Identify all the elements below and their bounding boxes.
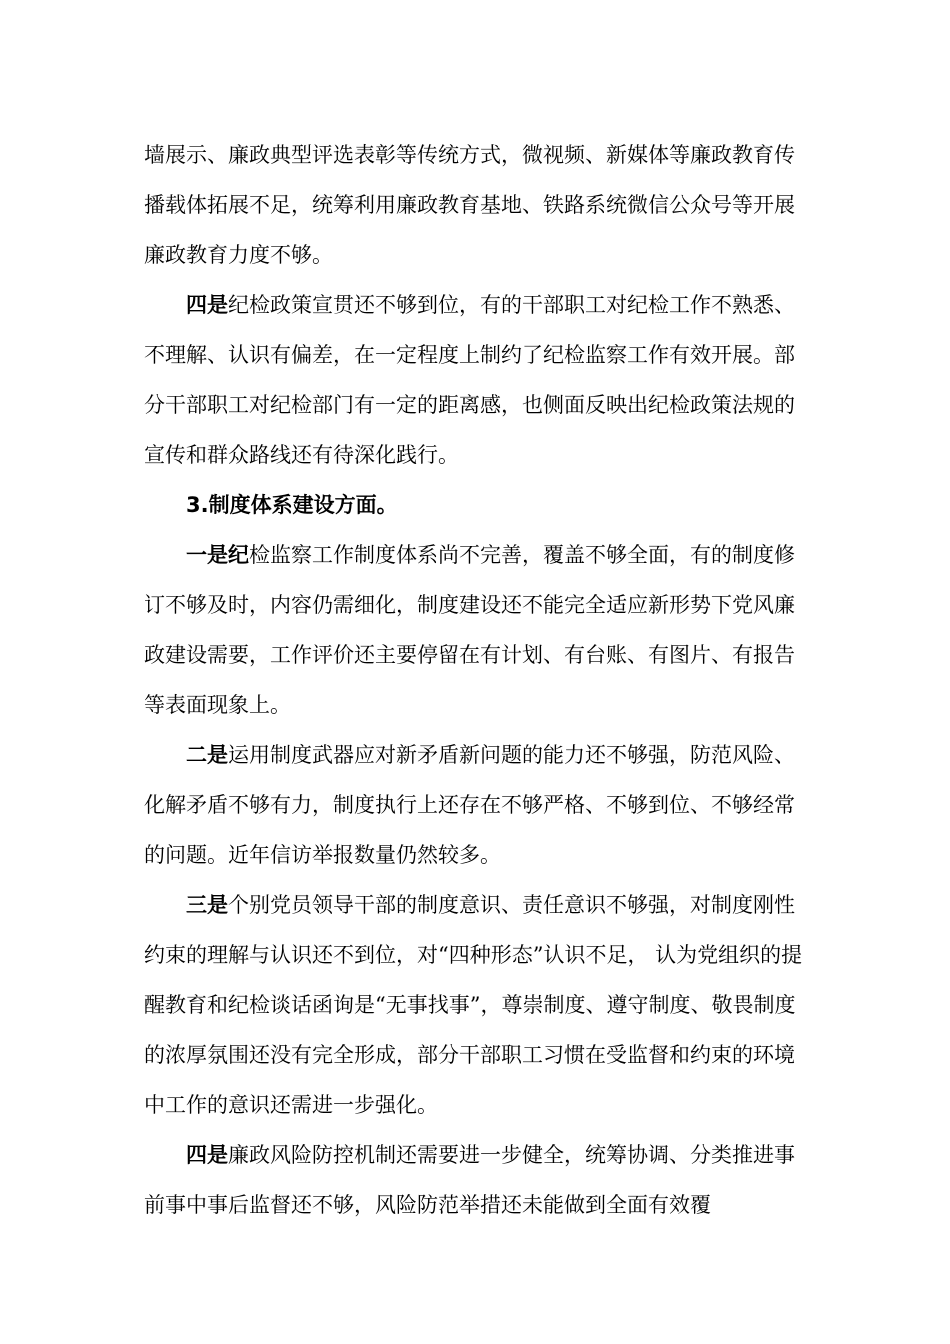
paragraph-lead: 二是 bbox=[186, 743, 228, 767]
paragraph-item-four-risk bbox=[144, 1130, 810, 1230]
paragraph-text: 纪检政策宣贯还不够到位，有的干部职工对纪检工作不熟悉、不理解、认识有偏差，在一定程度上制约了纪检监察工作有效开展。部分干部职工对纪检部门有一定的距离感，也侧面反映出纪检政策法规的宣传和群众路线还有待深化践行。 bbox=[144, 293, 795, 467]
paragraph-text: 墙展示、廉政典型评选表彰等传统方式，微视频、新媒体等廉政教育传播载体拓展不足，统筹利用廉政教育基地、铁路系统微信公众号等开展廉政教育力度不够。 bbox=[144, 143, 795, 267]
paragraph-lead: 一是纪 bbox=[186, 543, 249, 567]
paragraph-lead: 三是 bbox=[186, 893, 228, 917]
paragraph-lead: 四是 bbox=[186, 293, 228, 317]
paragraph-lead: 四是 bbox=[186, 1143, 228, 1167]
paragraph-item-four-publicity bbox=[144, 280, 810, 480]
paragraph-continuation bbox=[144, 130, 810, 280]
paragraph-item-one-system bbox=[144, 530, 810, 730]
paragraph-text: 个别党员领导干部的制度意识、责任意识不够强，对制度刚性约束的理解与认识还不到位，对“四种形态”认识不足， 认为党组织的提醒教育和纪检谈话函询是“无事找事”，尊崇制度、遵守制度、敬畏制度的浓厚氛围还没有完全形成，部分干部职工习惯在受监督和约束的环境中工作的意识还需进一步强化。 bbox=[144, 893, 803, 1117]
document-body bbox=[144, 130, 810, 1230]
paragraph-text: 廉政风险防控机制还需要进一步健全，统筹协调、分类推进事前事中事后监督还不够，风险防范举措还未能做到全面有效覆 bbox=[144, 1143, 795, 1217]
paragraph-item-two-weapon bbox=[144, 730, 810, 880]
paragraph-item-three-awareness bbox=[144, 880, 810, 1130]
paragraph-text: 检监察工作制度体系尚不完善，覆盖不够全面，有的制度修订不够及时，内容仍需细化，制度建设还不能完全适应新形势下党风廉政建设需要，工作评价还主要停留在有计划、有台账、有图片、有报告等表面现象上。 bbox=[144, 543, 795, 717]
paragraph-text: 运用制度武器应对新矛盾新问题的能力还不够强，防范风险、化解矛盾不够有力，制度执行上还存在不够严格、不够到位、不够经常的问题。近年信访举报数量仍然较多。 bbox=[144, 743, 795, 867]
section-heading: 3.制度体系建设方面。 bbox=[186, 493, 398, 517]
